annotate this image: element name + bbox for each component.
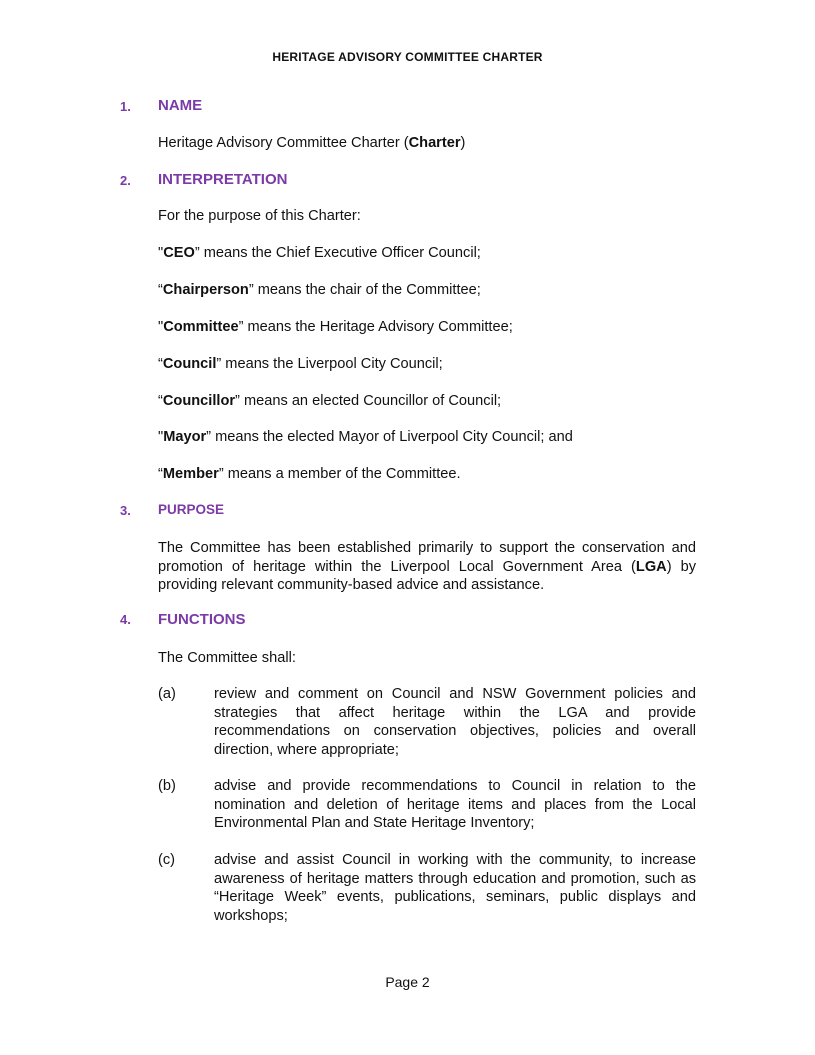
definition-meaning: ” means a member of the Committee. — [218, 466, 461, 482]
definition-term: Mayor — [163, 429, 207, 445]
section-title: PURPOSE — [158, 502, 225, 517]
definition-committee — [158, 318, 696, 337]
definition-open-quote: “ — [158, 356, 163, 372]
definition-member — [158, 465, 696, 484]
definition-council — [158, 355, 696, 374]
section-number: 4. — [120, 612, 131, 627]
definition-open-quote: “ — [158, 466, 163, 482]
definition-open-quote: " — [158, 319, 164, 335]
definition-meaning: ” means the chair of the Committee; — [248, 282, 481, 298]
definition-term: Council — [162, 356, 217, 372]
definition-term: Chairperson — [162, 282, 249, 298]
section-heading-name — [0, 97, 815, 117]
section-title: INTERPRETATION — [158, 171, 288, 188]
interpretation-intro: For the purpose of this Charter: — [158, 208, 361, 224]
list-item-text: advise and provide recommendations to Council in relation to the nomination and deletion of heritage items and places from the Local Environmental Plan and State Heritage Inventory; — [214, 778, 696, 831]
page-number: Page 2 — [385, 974, 430, 990]
definition-open-quote: " — [158, 245, 164, 261]
definition-meaning: ” means the Liverpool City Council; — [216, 356, 443, 372]
definition-term: Committee — [163, 319, 239, 335]
section-number: 1. — [120, 99, 131, 114]
list-item-label: (a) — [158, 686, 176, 702]
section-title: FUNCTIONS — [158, 611, 246, 628]
section-number: 3. — [120, 503, 131, 518]
definition-councillor — [158, 392, 696, 411]
section-heading-purpose — [0, 502, 815, 522]
list-item-label: (b) — [158, 778, 176, 794]
definition-term: CEO — [163, 245, 195, 261]
section-number: 2. — [120, 173, 131, 188]
list-item-text: advise and assist Council in working with the community, to increase awareness of heritage matters through education and promotion, such as “Heritage Week” events, publications, seminars, public displays and workshops; — [214, 852, 696, 924]
definition-ceo — [158, 244, 696, 263]
definition-meaning: ” means an elected Councillor of Council; — [235, 393, 502, 409]
definition-term: Member — [162, 466, 219, 482]
list-item-text: review and comment on Council and NSW Government policies and strategies that affect heritage within the LGA and provide recommendations on conservation objectives, policies and overall direction, where appropriate; — [214, 686, 696, 758]
page-header-title: HERITAGE ADVISORY COMMITTEE CHARTER — [272, 50, 543, 64]
definition-meaning: ” means the Heritage Advisory Committee; — [238, 319, 513, 335]
section-heading-functions — [0, 611, 815, 631]
section-title: NAME — [158, 97, 203, 114]
definition-term: Councillor — [162, 393, 236, 409]
name-paragraph — [158, 134, 696, 153]
list-item-label: (c) — [158, 852, 176, 868]
purpose-text-after: ) by providing relevant community-based advice and assistance. — [158, 558, 697, 593]
definition-open-quote: “ — [158, 282, 163, 298]
definition-chairperson — [158, 281, 696, 300]
section-heading-interpretation — [0, 171, 815, 191]
purpose-text-before: The Committee has been established primarily to support the conservation and promotion of heritage within the Liverpool Local Government Area ( — [158, 540, 696, 575]
name-text-after: ) — [460, 135, 466, 151]
definition-open-quote: “ — [158, 393, 163, 409]
purpose-bold-term: LGA — [635, 558, 667, 575]
definition-meaning: ” means the elected Mayor of Liverpool City Council; and — [206, 429, 573, 445]
definition-open-quote: " — [158, 429, 164, 445]
name-text-before: Heritage Advisory Committee Charter ( — [158, 135, 409, 151]
definition-mayor — [158, 428, 696, 447]
name-bold-term: Charter — [408, 135, 461, 151]
purpose-paragraph — [158, 539, 696, 595]
definition-meaning: ” means the Chief Executive Officer Council; — [194, 245, 481, 261]
functions-intro: The Committee shall: — [158, 650, 296, 666]
